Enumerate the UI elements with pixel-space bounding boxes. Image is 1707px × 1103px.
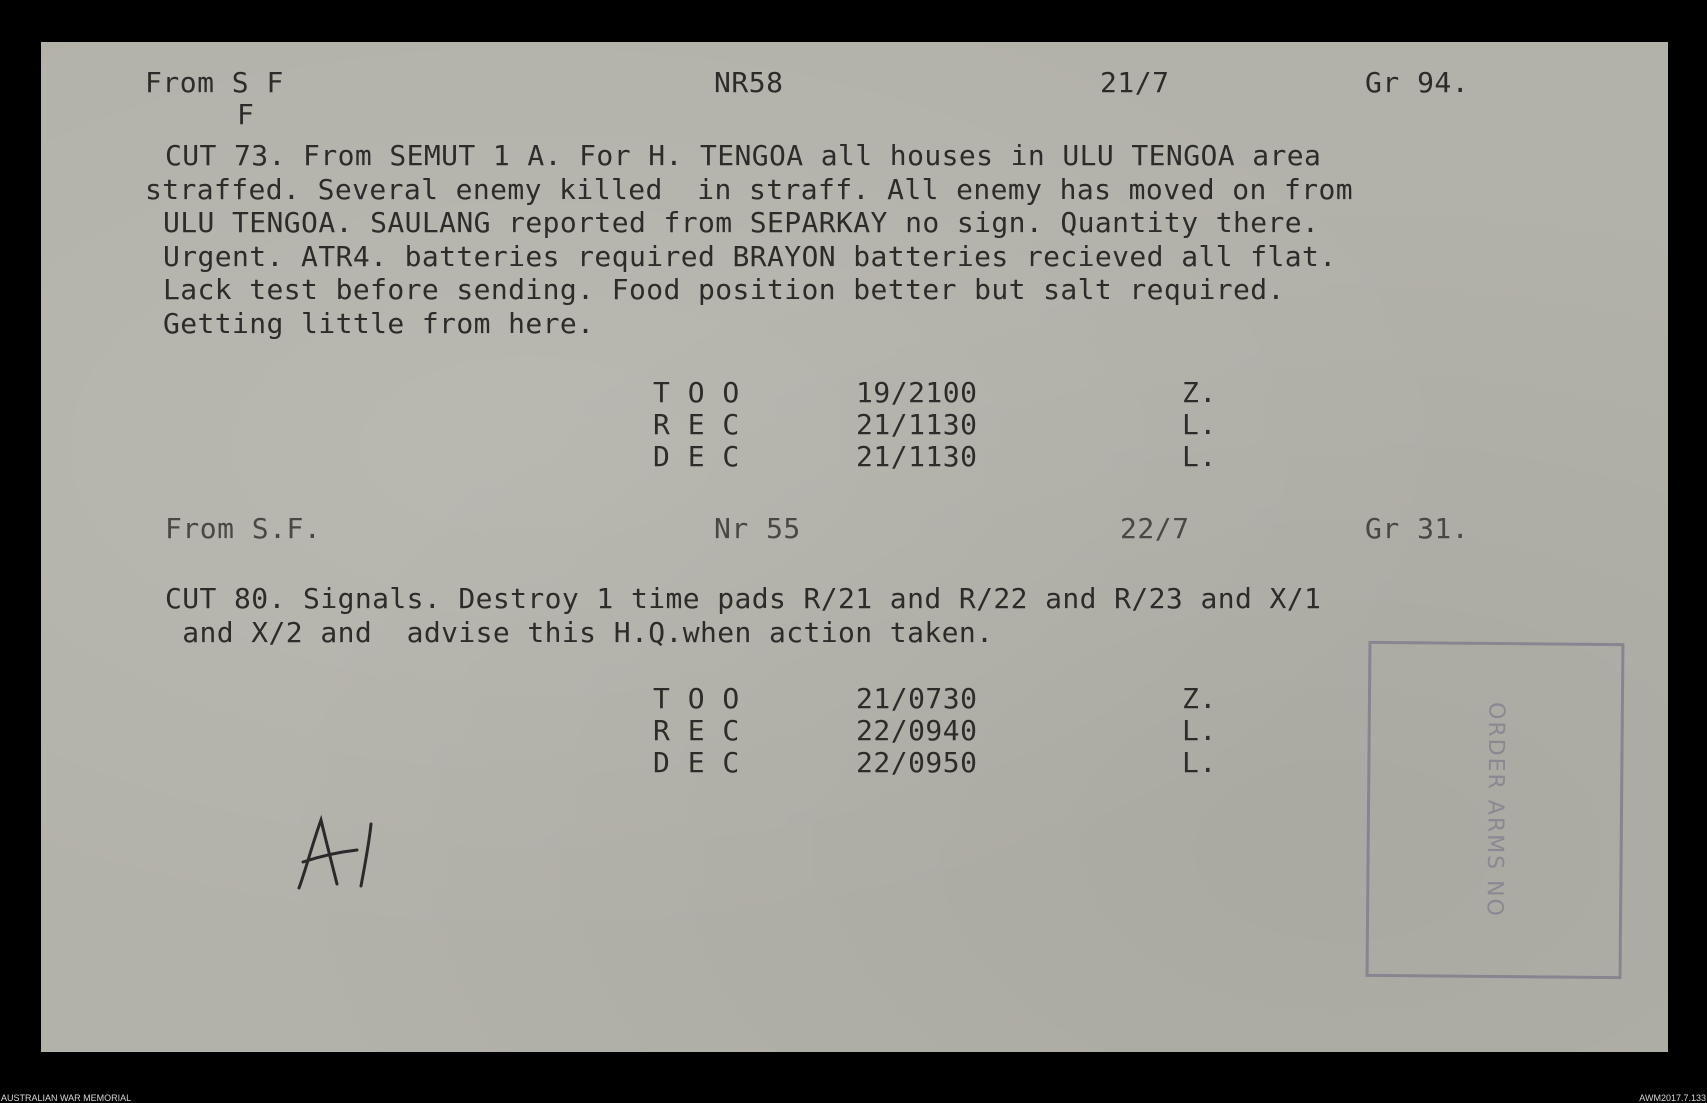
msg2-too-label: T O O [653, 682, 740, 715]
stamp-text: ORDER ARMS NO [1481, 702, 1509, 918]
msg1-too-zone: Z. [1182, 376, 1217, 409]
msg2-body-line: CUT 80. Signals. Destroy 1 time pads R/21 and R/22 and R/23 and X/1 [165, 582, 1322, 615]
footer-right: AWM2017.7.133 [1639, 1093, 1706, 1103]
msg1-too-value: 19/2100 [856, 376, 978, 409]
msg1-body-line: straffed. Several enemy killed in straff. All enemy has moved on from [145, 172, 1354, 206]
msg1-groups: Gr 94. [1365, 66, 1470, 99]
msg1-number: NR58 [714, 66, 784, 99]
msg1-from-sub: F [237, 98, 255, 131]
msg1-dec-label: D E C [653, 440, 740, 473]
msg1-body-line: Lack test before sending. Food position better but salt required. [163, 273, 1285, 306]
msg2-groups: Gr 31. [1365, 512, 1470, 545]
msg1-body-line: ULU TENGOA. SAULANG reported from SEPARKAY no sign. Quantity there. [163, 206, 1320, 239]
msg2-date: 22/7 [1120, 512, 1190, 545]
msg1-rec-value: 21/1130 [856, 408, 978, 441]
msg2-too-zone: Z. [1182, 682, 1217, 715]
msg1-dec-value: 21/1130 [856, 440, 978, 473]
msg2-dec-label: D E C [653, 746, 740, 779]
faded-stamp [1366, 641, 1625, 979]
msg2-from: From S.F. [165, 512, 322, 545]
msg1-dec-zone: L. [1182, 440, 1217, 473]
msg2-rec-value: 22/0940 [856, 714, 978, 747]
signal-message-sheet [41, 42, 1668, 1052]
footer-left: AUSTRALIAN WAR MEMORIAL [1, 1093, 132, 1103]
msg2-rec-zone: L. [1182, 714, 1217, 747]
msg2-too-value: 21/0730 [856, 682, 978, 715]
msg2-body [165, 582, 1321, 649]
msg1-rec-zone: L. [1182, 408, 1217, 441]
msg2-dec-zone: L. [1182, 746, 1217, 779]
handwritten-a1-annotation [291, 812, 401, 902]
msg1-body-line: Urgent. ATR4. batteries required BRAYON batteries recieved all flat. [163, 239, 1337, 273]
msg1-body-line: CUT 73. From SEMUT 1 A. For H. TENGOA all houses in ULU TENGOA area [165, 139, 1322, 172]
msg1-date: 21/7 [1100, 66, 1170, 99]
msg2-number: Nr 55 [714, 512, 801, 545]
msg1-body [145, 139, 1353, 340]
msg2-rec-label: R E C [653, 714, 740, 747]
msg1-body-line: Getting little from here. [163, 306, 595, 340]
msg1-rec-label: R E C [653, 408, 740, 441]
msg1-too-label: T O O [653, 376, 740, 409]
msg2-body-line: and X/2 and advise this H.Q.when action taken. [165, 615, 994, 649]
msg1-from: From S F [145, 66, 284, 99]
msg2-dec-value: 22/0950 [856, 746, 978, 779]
